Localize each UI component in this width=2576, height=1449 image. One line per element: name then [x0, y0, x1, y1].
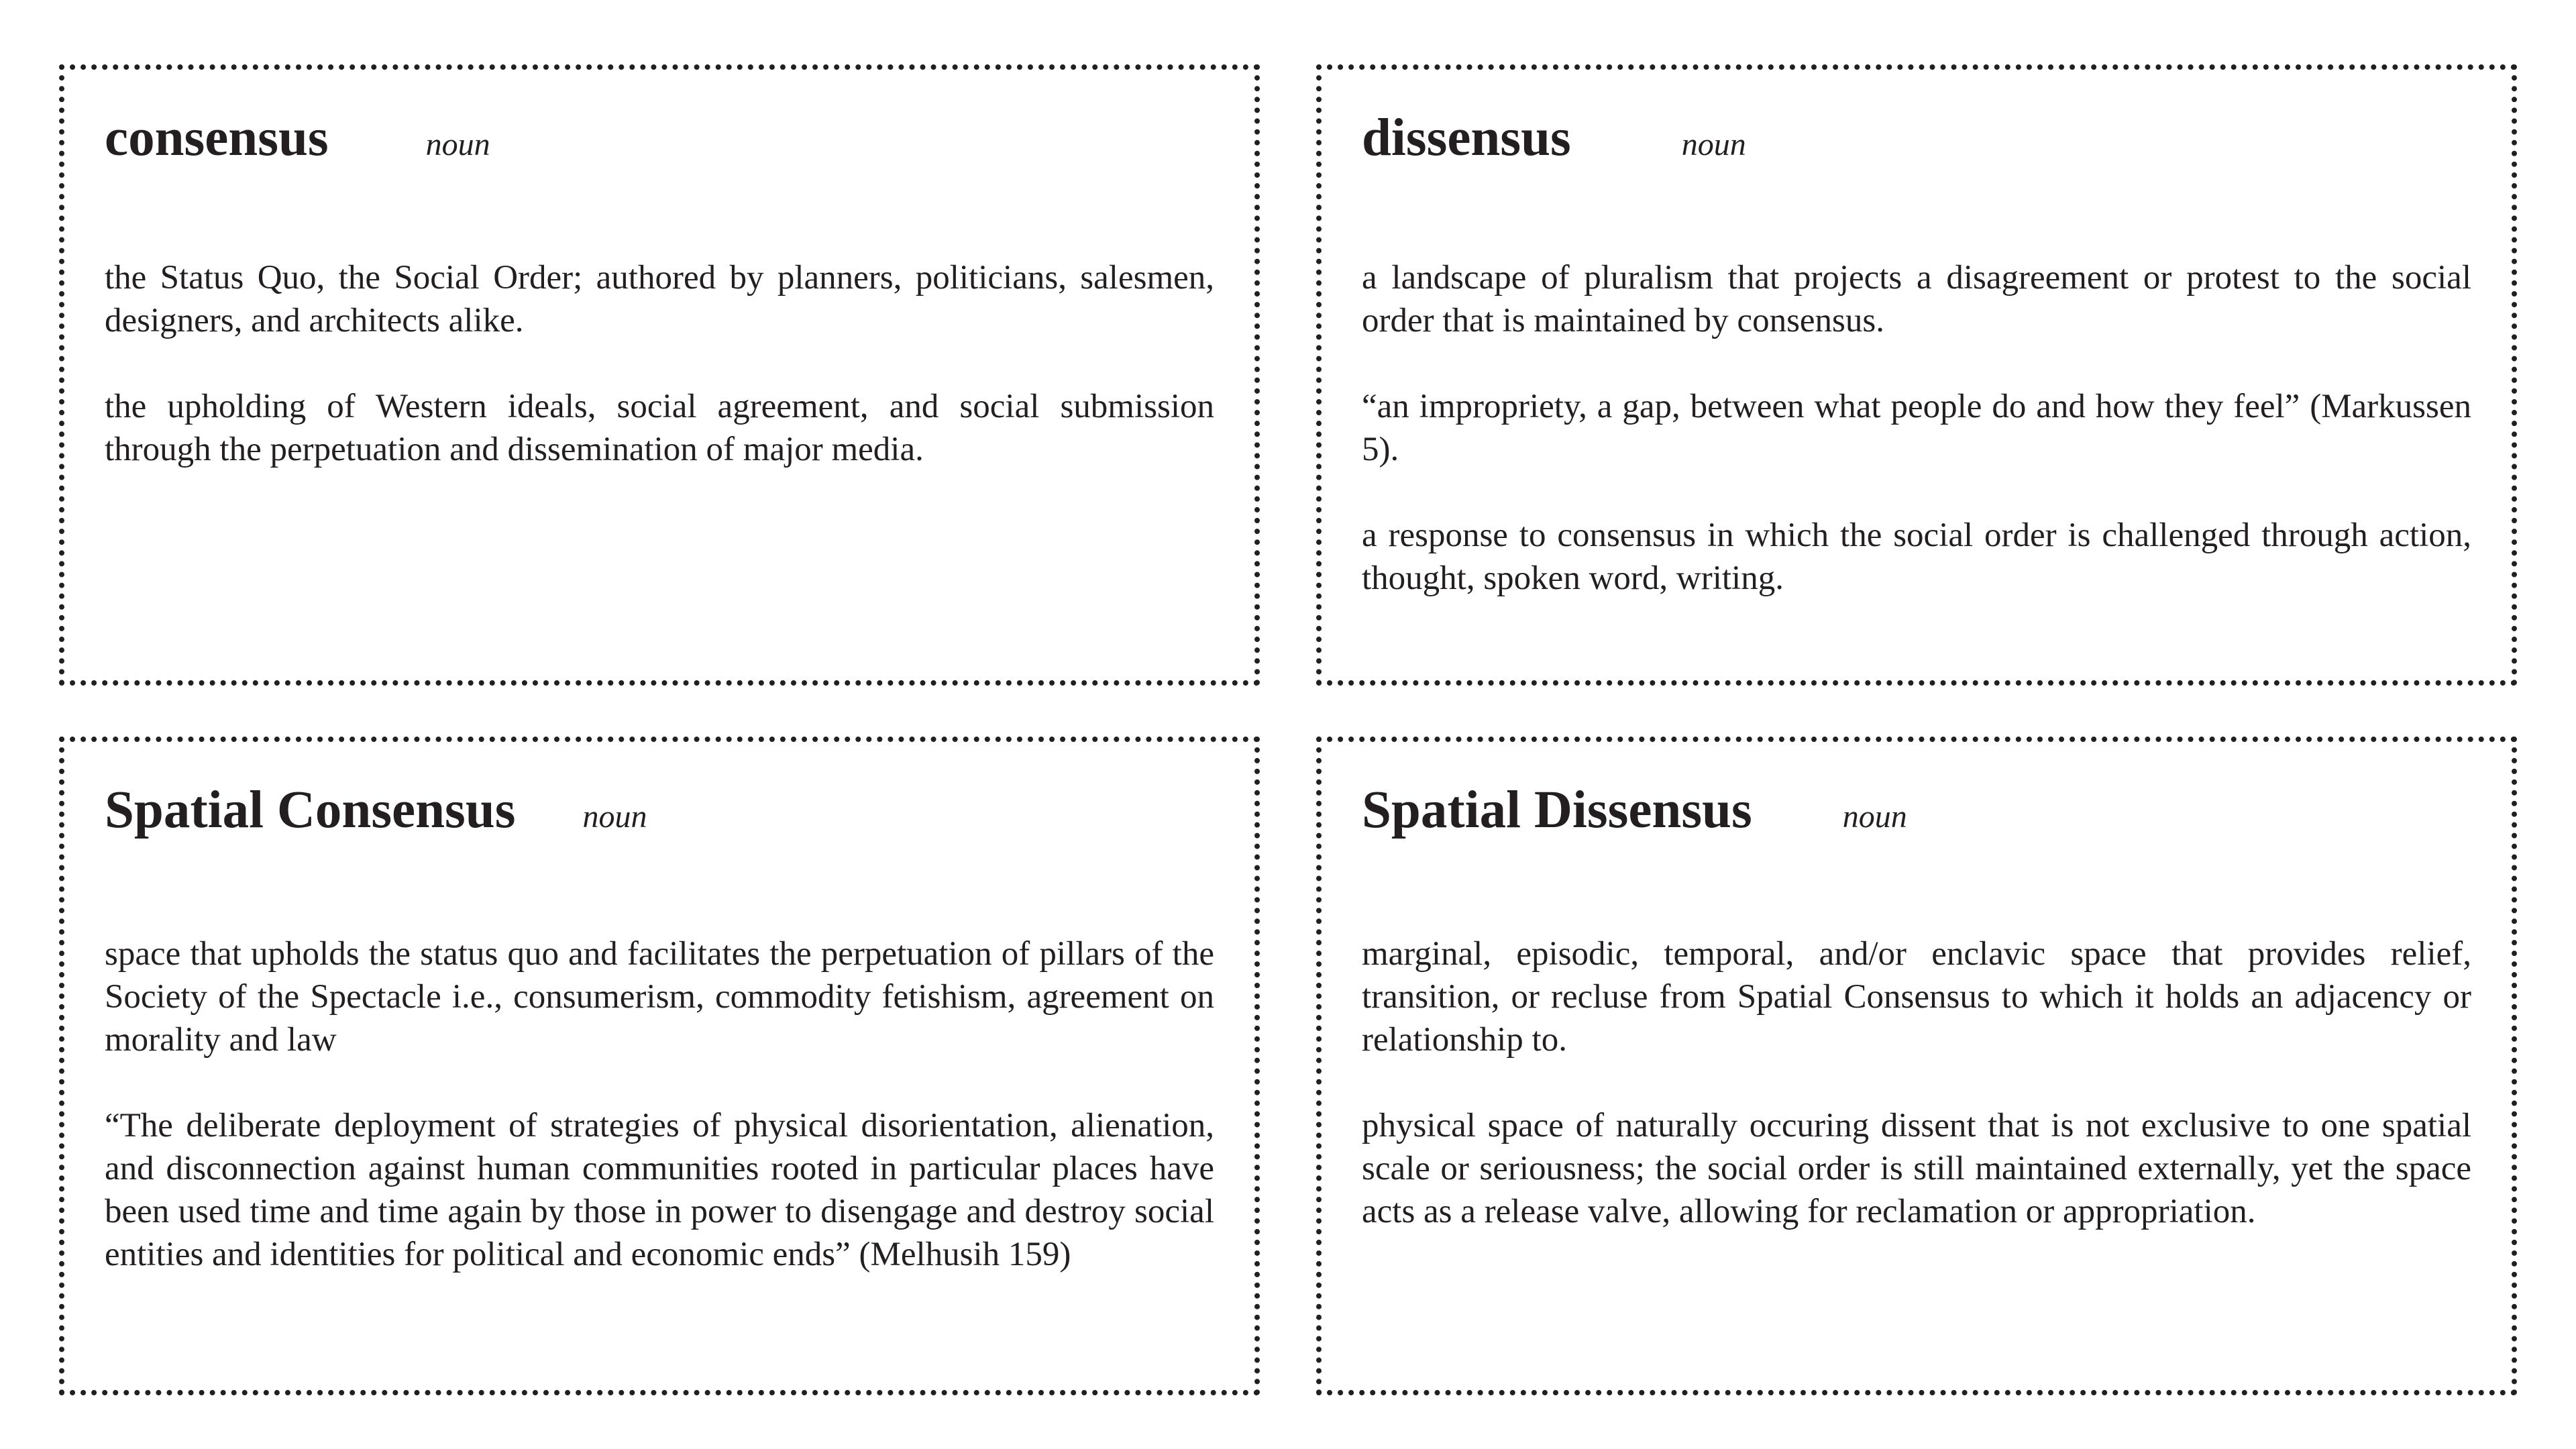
card-header: [105, 781, 1214, 871]
card-header: [1362, 781, 2471, 871]
part-of-speech: noun: [1681, 127, 1746, 162]
definition-paragraph: a response to consensus in which the social order is challenged through action, thought, spoken word, writing.: [1362, 517, 2471, 597]
definition-card-spatial-dissensus: [1316, 737, 2517, 1395]
definition-paragraph: physical space of naturally occuring dissent that is not exclusive to one spatial scale or seriousness; the social order is still maintained externally, yet the space acts as a release valve, allowing for reclamation or appropriation.: [1362, 1107, 2471, 1230]
definition-paragraph: the Status Quo, the Social Order; authored by planners, politicians, salesmen, designers, and architects alike.: [105, 259, 1214, 339]
definition-paragraph: a landscape of pluralism that projects a disagreement or protest to the social order that is maintained by consensus.: [1362, 259, 2471, 339]
definition-card-dissensus: [1316, 64, 2517, 686]
part-of-speech: noun: [582, 799, 647, 835]
card-header: [1362, 111, 2471, 199]
term-title: Spatial Consensus: [105, 781, 516, 839]
definition-paragraph: marginal, episodic, temporal, and/or enclavic space that provides relief, transition, or recluse from Spatial Consensus to which it holds an adjacency or relationship to.: [1362, 935, 2471, 1059]
part-of-speech: noun: [1842, 799, 1907, 835]
definition-body: [105, 932, 1214, 1276]
definition-paragraph: “The deliberate deployment of strategies of physical disorientation, alienation, and disconnection against human communities rooted in particular places have been used time and time again by those in power to disengage and destroy social entities and identities for political and economic ends” (Melhusih 159): [105, 1107, 1214, 1273]
part-of-speech: noun: [425, 127, 490, 162]
definition-body: [1362, 932, 2471, 1233]
definition-card-spatial-consensus: [59, 737, 1260, 1395]
card-header: [105, 111, 1214, 199]
term-title: consensus: [105, 109, 329, 167]
definition-body: [105, 256, 1214, 471]
definition-paragraph: “an impropriety, a gap, between what people do and how they feel” (Markussen 5).: [1362, 388, 2471, 468]
term-title: Spatial Dissensus: [1362, 781, 1752, 839]
definition-paragraph: space that upholds the status quo and facilitates the perpetuation of pillars of the Society of the Spectacle i.e., consumerism, commodity fetishism, agreement on morality and law: [105, 935, 1214, 1059]
term-title: dissensus: [1362, 109, 1571, 167]
definition-body: [1362, 256, 2471, 600]
definition-paragraph: the upholding of Western ideals, social agreement, and social submission through the perpetuation and dissemination of major media.: [105, 388, 1214, 468]
definition-card-consensus: [59, 64, 1260, 686]
